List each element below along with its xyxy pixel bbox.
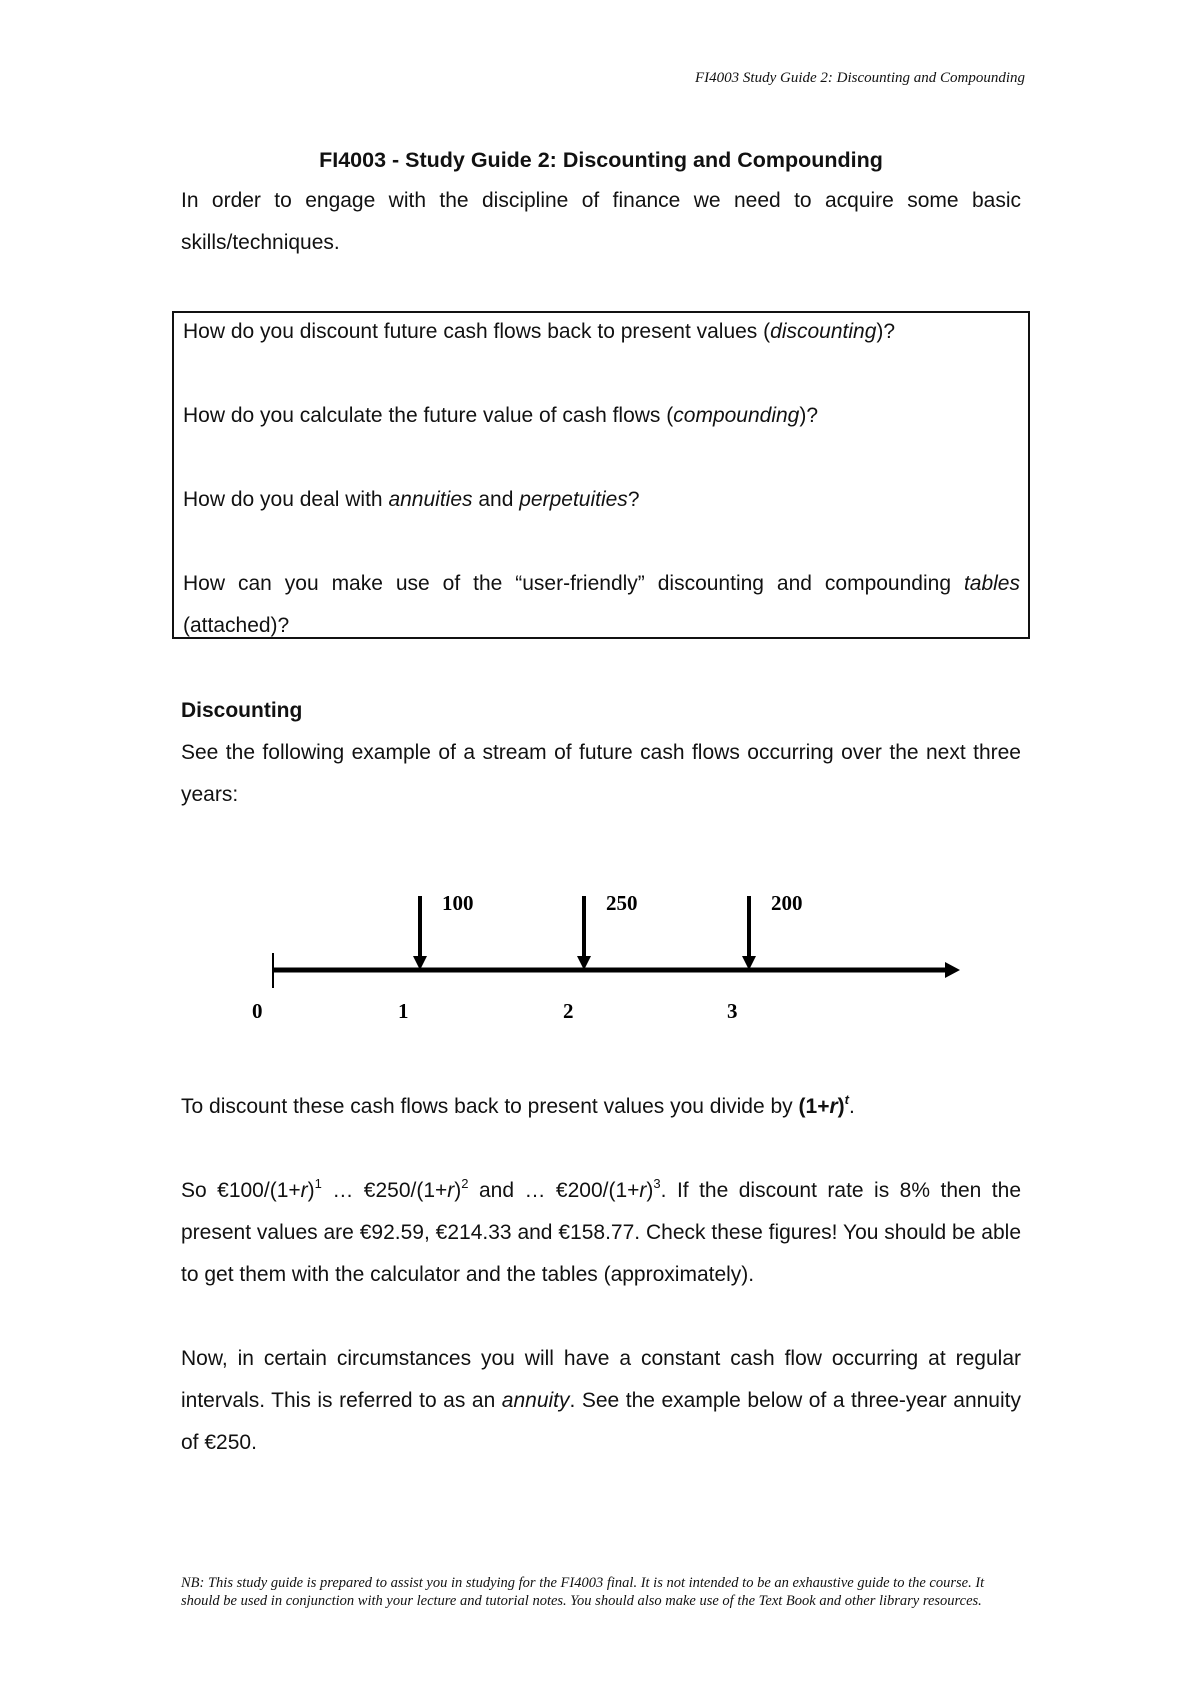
period-label-0: 0 xyxy=(252,999,263,1023)
intro-paragraph: In order to engage with the discipline of finance we need to acquire some basic skills/techniques. xyxy=(181,189,1021,254)
intro-section xyxy=(181,140,1021,264)
body-section xyxy=(181,1086,1021,1464)
period-label-2: 2 xyxy=(563,999,574,1023)
discount-formula-paragraph: To discount these cash flows back to present values you divide by $(1+r)^t$. xyxy=(181,1092,855,1118)
discounting-heading: Discounting xyxy=(181,699,303,722)
timeline-diagram xyxy=(240,880,960,1030)
annuity-paragraph: Now, in certain circumstances you will have a constant cash flow occurring at regular intervals. This is referred to as an annuity. See the example below of a three-year annuity of €250. xyxy=(181,1347,1021,1454)
cash-flow-label-2: 250 xyxy=(606,891,638,915)
question-compounding: How do you calculate the future value of cash flows (compounding)? xyxy=(183,404,819,427)
discounting-section xyxy=(181,690,1021,816)
running-header: FI4003 Study Guide 2: Discounting and Compounding xyxy=(695,70,1025,86)
questions-box xyxy=(172,311,1030,639)
discounting-intro: See the following example of a stream of future cash flows occurring over the next three years: xyxy=(181,741,1021,806)
present-values-paragraph: So $€100/(1+r)^1$ … $€250/(1+r)^2$ and … $€200/(1+r)^3$. If the discount rate is 8% then the present values are €92.59, €214.33 and €158.77. Check these figures! You should be able to get them with the calculator and the tables (approximately). xyxy=(181,1176,1022,1286)
footnote: NB: This study guide is prepared to assist you in studying for the FI4003 final. It is not intended to be an exhaustive guide to the course. It should be used in conjunction with your lecture and tutorial notes. You should also make use of the Text Book and other library resources. xyxy=(181,1575,985,1609)
period-label-1: 1 xyxy=(398,999,409,1023)
question-discounting: How do you discount future cash flows back to present values (discounting)? xyxy=(183,320,896,343)
cash-flow-label-1: 100 xyxy=(442,891,474,915)
cash-flow-label-3: 200 xyxy=(771,891,803,915)
question-tables: How can you make use of the “user-friendly” discounting and compounding tables (attached)? xyxy=(183,572,1020,637)
cash-flow-timeline xyxy=(240,880,960,1030)
period-label-3: 3 xyxy=(727,999,738,1023)
timeline-arrowhead xyxy=(945,962,960,978)
page-title: FI4003 - Study Guide 2: Discounting and Compounding xyxy=(319,148,883,172)
question-annuities: How do you deal with annuities and perpetuities? xyxy=(183,488,640,511)
